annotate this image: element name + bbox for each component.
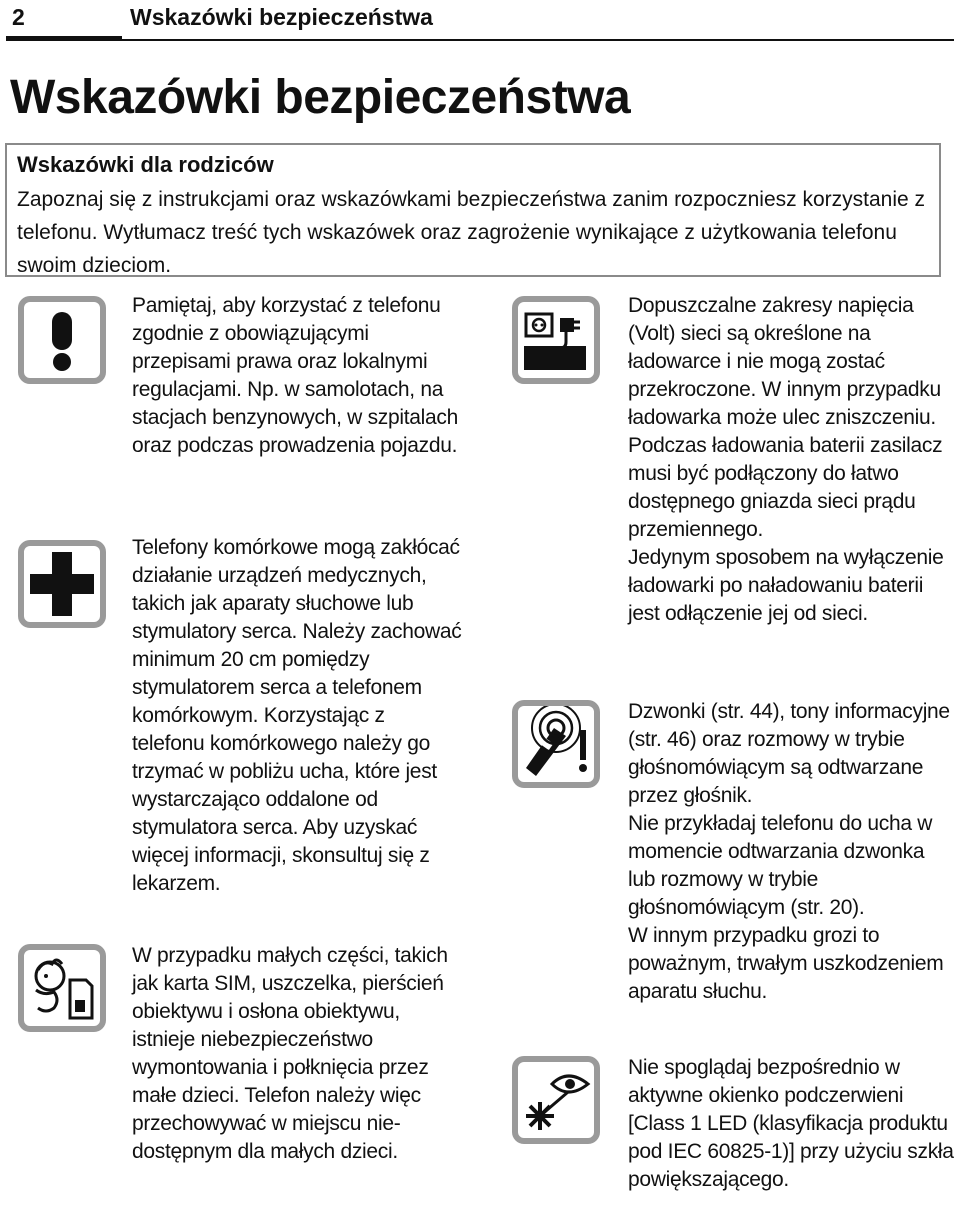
parents-heading: Wskazówki dla rodziców [17,152,274,177]
page-header [6,0,954,44]
loud-phone-warning-icon [512,700,600,788]
text-block-legal: Pamiętaj, aby korzystać z telefonu zgodnie z obowiązującymi przepisami prawa oraz lokalnymi regulacjami. Np. w samolotach, na stacjach benzynowych, w szpitalach oraz podczas prowadzenia pojazdu. [132,294,458,457]
infrared-eye-icon [512,1056,600,1144]
parents-text: Zapoznaj się z instrukcjami oraz wskazówkami bezpieczeństwa zanim rozpoczniesz korzystanie z telefonu. Wytłumacz treść tych wskazówek oraz zagrożenie wynikające z użytkowania telefonu swoim dzieciom. [17,188,926,277]
parents-notice-box [5,143,941,277]
exclamation-icon [18,296,106,384]
page-number: 2 [12,4,25,30]
header-rule-thick [6,36,122,41]
medical-cross-icon [18,540,106,628]
charger-socket-icon [512,296,600,384]
text-block-infrared: Nie spoglądaj bezpośrednio w aktywne okienko podczerwieni [Class 1 LED (klasyfikacja produktu pod IEC 60825-1)] przy użyciu szkła powiększającego. [628,1056,954,1191]
page-title: Wskazówki bezpieczeństwa [10,71,631,124]
text-block-loudspeaker: Dzwonki (str. 44), tony informacyjne (str. 46) oraz rozmowy w trybie głośnomówiącym są odtwarzane przez głośnik. Nie przykładaj telefonu do ucha w momencie odtwarzania dzwonka lub rozmowy w trybie głośnomówiącym (str. 20). W innym przypadku grozi to poważnym, trwałym uszkodzeniem aparatu słuchu. [628,700,950,1003]
header-rule-thin [122,39,954,41]
running-title: Wskazówki bezpieczeństwa [130,4,433,30]
text-block-medical: Telefony komórkowe mogą zakłócać działanie urządzeń medycznych, takich jak aparaty słuchowe lub stymulatory serca. Należy zachować minimum 20 cm pomiędzy stymulatorem serca a telefonem komórkowym. Korzystając z telefonu komórkowego należy go trzymać w pobliżu ucha, które jest wystarczająco oddalone od stymulatora serca. Aby uzyskać więcej informacji, skonsultuj się z lekarzem. [132,536,462,895]
text-block-charger: Dopuszczalne zakresy napięcia (Volt) sieci są określone na ładowarce i nie mogą zostać przekroczone. W innym przypadku ładowarka może ulec zniszczeniu. Podczas ładowania baterii zasilacz musi być podłączony do łatwo dostępnego gniazda sieci prądu przemiennego. Jedynym sposobem na wyłączenie ładowarki po naładowaniu baterii jest odłączenie jej od sieci. [628,294,944,625]
text-block-small-parts: W przypadku małych części, takich jak karta SIM, uszczelka, pierścień obiektywu i osłona obiektywu, istnieje niebezpieczeństwo wymontowania i połknięcia przez małe dzieci. Telefon należy więc przechowywać w miejscu niedostępnym dla małych dzieci. [132,944,448,1163]
baby-sim-card-icon [18,944,106,1032]
